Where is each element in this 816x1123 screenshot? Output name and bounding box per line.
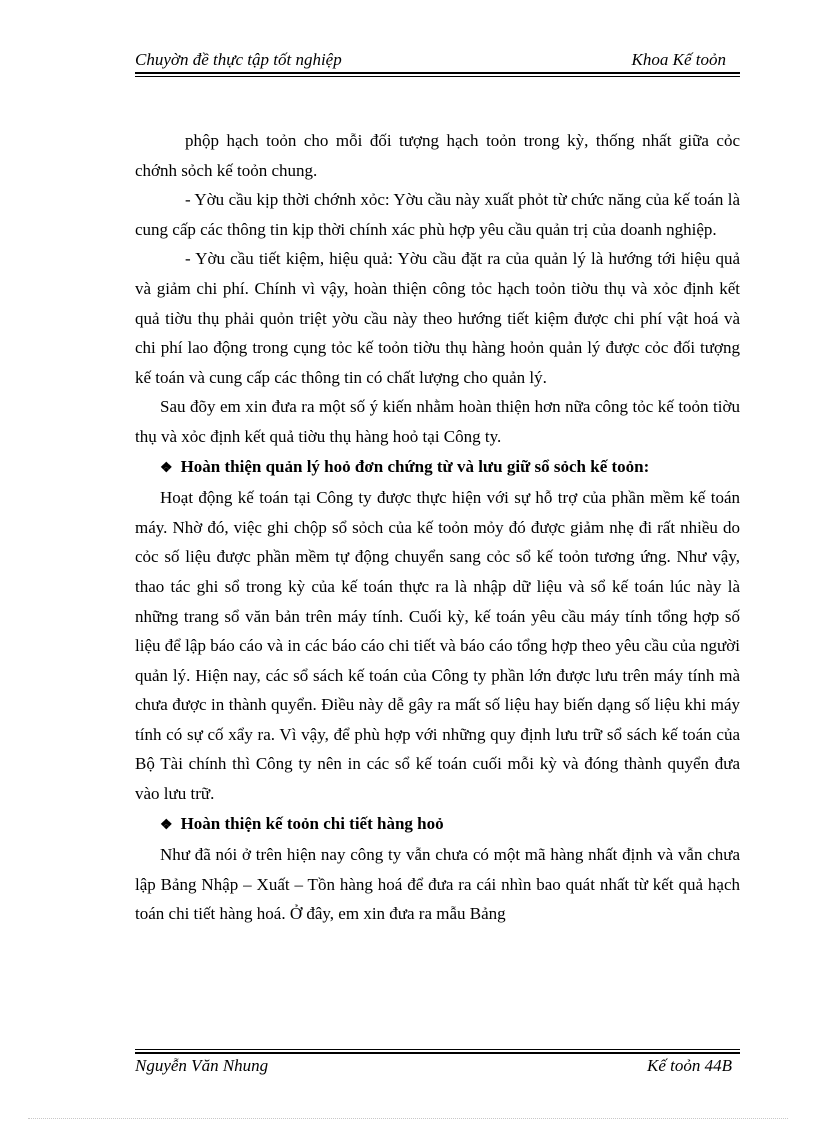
paragraph: phộp hạch toỏn cho mỗi đối tượng hạch toỏn trong kỳ, thống nhất giữa cỏc chớnh sỏch kế toỏn chung. (135, 131, 740, 180)
section-heading (135, 452, 740, 484)
paragraph: Hoạt động kế toán tại Công ty được thực hiện với sự hỗ trợ của phần mềm kế toán máy. Nhờ đó, việc ghi chộp sổ sỏch của kế toỏn mỏy đó được giảm nhẹ đi rất nhiều do cỏc số liệu được phần mềm tự động chuyển sang cỏc sổ kế toỏn tương ứng. Như vậy, thao tác ghi sổ trong kỳ của kế toán thực ra là nhập dữ liệu và sổ kế toán lúc này là những trang sổ văn bản trên máy tính. Cuối kỳ, kế toán yêu cầu máy tính tổng hợp số liệu để lập báo cáo và in các báo cáo chi tiết và báo cáo tổng hợp theo yêu cầu của người quản lý. Hiện nay, các sổ sách kế toán của Công ty phần lớn được lưu trên máy tính mà chưa được in thành quyển. Điều này dễ gây ra mất số liệu hay biến dạng số liệu khi máy tính có sự cố xẩy ra. Vì vậy, để phù hợp với những quy định lưu trữ sổ sách kế toán của Bộ Tài chính thì Công ty nên in các sổ kế toán cuối mỗi kỳ và đóng thành quyển đưa vào lưu trữ. (135, 488, 740, 804)
header-rule (135, 72, 740, 74)
heading-text: Hoàn thiện quản lý hoỏ đơn chứng từ và lưu giữ sổ sỏch kế toỏn: (180, 456, 650, 476)
paragraph: Sau đõy em xin đưa ra một số ý kiến nhằm hoàn thiện hơn nữa công tỏc kế toỏn tiờu thụ và xỏc định kết quả tiờu thụ hàng hoỏ tại Công ty. (135, 397, 740, 446)
document-body (135, 126, 740, 929)
footer-rule-thin (135, 1049, 740, 1050)
header-title: Chuyờn đề thực tập tốt nghiệp (135, 50, 342, 69)
section-heading (135, 809, 740, 841)
paragraph: Như đã nói ở trên hiện nay công ty vẫn chưa có một mã hàng nhất định và vẫn chưa lập Bảng Nhập – Xuất – Tồn hàng hoá để đưa ra cái nhìn bao quát nhất từ kết quả hạch toán chi tiết hàng hoá. Ở đây, em xin đưa ra mẫu Bảng (135, 845, 740, 924)
paragraph: - Yờu cầu kịp thời chớnh xỏc: Yờu cầu này xuất phỏt từ chức năng của kế toán là cung cấp các thông tin kịp thời chính xác phù hợp yêu cầu quản trị của doanh nghiệp. (135, 190, 740, 239)
footer-author: Nguyễn Văn Nhung (135, 1056, 269, 1075)
page-edge (28, 1118, 788, 1119)
paragraph: - Yờu cầu tiết kiệm, hiệu quả: Yờu cầu đặt ra của quản lý là hướng tới hiệu quả và giảm chi phí. Chính vì vậy, hoàn thiện công tỏc hạch toỏn tiờu thụ và xỏc định kết quả tiờu thụ phải quỏn triệt yờu cầu này theo hướng tiết kiệm được chi phí vật hoá và chi phí lao động trong cụng tỏc kế toỏn tiờu thụ hàng hoỏn quản lý được cỏc đối tượng kế toán và cung cấp các thông tin có chất lượng cho quản lý. (135, 249, 740, 387)
diamond-bullet-icon: ❖ (160, 817, 173, 833)
diamond-bullet-icon: ❖ (160, 460, 173, 476)
page-footer (135, 1054, 740, 1080)
page-header (135, 48, 740, 74)
footer-class: Kế toỏn 44B (647, 1056, 732, 1075)
heading-text: Hoàn thiện kế toỏn chi tiết hàng hoỏ (180, 813, 444, 833)
header-department: Khoa Kế toỏn (631, 50, 726, 69)
header-rule-thin (135, 76, 740, 77)
